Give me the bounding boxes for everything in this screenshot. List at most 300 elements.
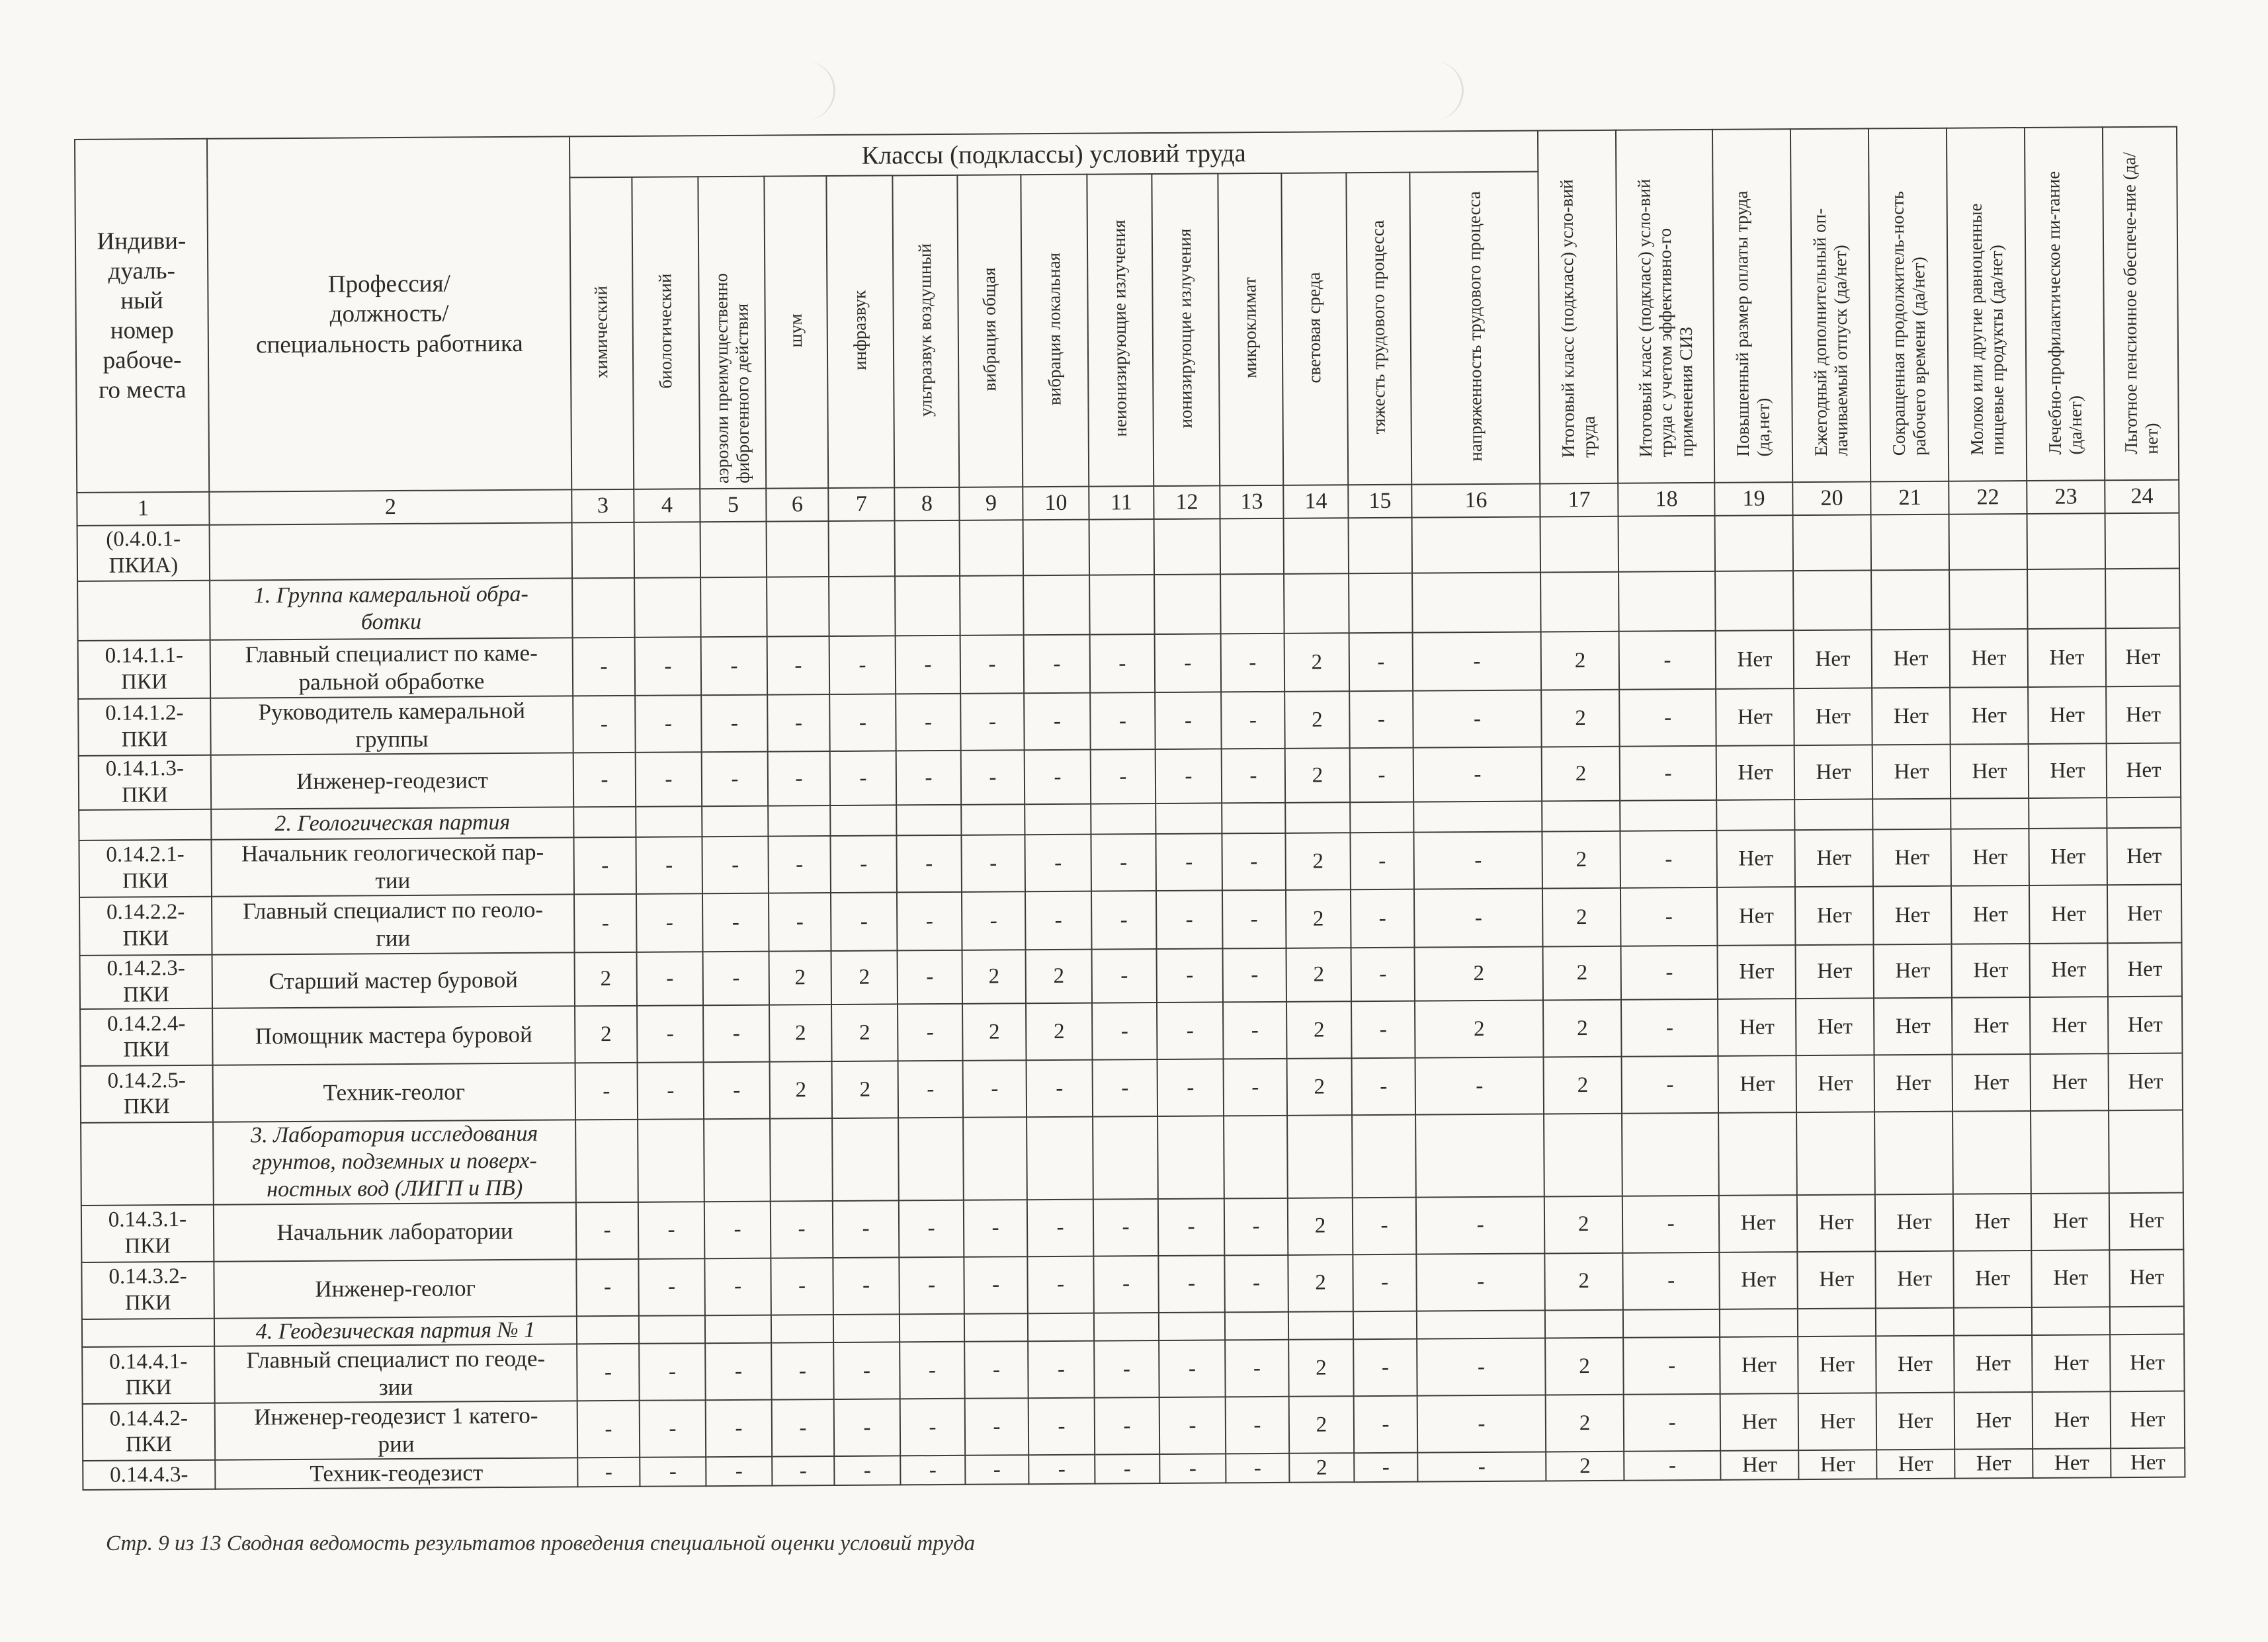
class-cell: Нет — [1875, 1251, 1954, 1308]
col-header-result-label: Повышенный размер оплаты труда (да,нет) — [1731, 190, 1774, 457]
class-cell: 2 — [575, 952, 637, 1006]
class-cell: - — [1416, 1196, 1545, 1254]
class-cell: Нет — [2029, 743, 2107, 798]
empty-cell — [767, 521, 829, 577]
class-cell: Нет — [1797, 1251, 1876, 1309]
col-header-factor-label: вибрация локальная — [1044, 252, 1065, 406]
col-header-result-label: Молоко или другие равноценные пищевые продукты (да/нет) — [1965, 202, 2008, 456]
class-cell: - — [1619, 689, 1716, 747]
empty-cell — [1871, 570, 1950, 630]
empty-cell — [1027, 1117, 1093, 1200]
empty-cell — [1798, 1308, 1876, 1337]
class-cell: Нет — [1719, 1195, 1798, 1252]
col-header-factor-label: напряженность трудового процесса — [1464, 191, 1486, 462]
class-cell: Нет — [1873, 886, 1952, 945]
empty-cell — [829, 576, 896, 636]
col-number: 3 — [571, 489, 634, 523]
class-cell: Нет — [2106, 686, 2181, 744]
class-cell: Нет — [1720, 1450, 1798, 1480]
empty-cell — [2027, 569, 2106, 629]
empty-cell — [1023, 575, 1090, 636]
class-cell: Нет — [1873, 829, 1952, 887]
class-cell: - — [834, 1456, 900, 1486]
col-header-result — [1712, 129, 1792, 483]
table-group-row — [81, 1110, 2183, 1206]
class-cell: - — [1413, 831, 1542, 889]
class-cell: Нет — [2033, 1449, 2111, 1479]
empty-cell — [1953, 1111, 2031, 1194]
empty-cell — [1284, 518, 1349, 574]
empty-cell — [1545, 1309, 1623, 1338]
class-cell: - — [1028, 1341, 1095, 1399]
class-cell: - — [1025, 835, 1091, 892]
class-cell: - — [1094, 1340, 1159, 1398]
class-cell: - — [833, 1200, 900, 1258]
class-cell: - — [1351, 889, 1415, 948]
class-cell: Нет — [2111, 1448, 2185, 1478]
class-cell: Нет — [2030, 997, 2109, 1054]
class-cell: - — [1221, 634, 1285, 692]
class-cell: - — [636, 837, 702, 894]
class-cell: - — [638, 1202, 705, 1259]
col-number: 22 — [1949, 481, 2027, 514]
group-title: 4. Геодезическая партия № 1 — [214, 1316, 577, 1346]
profession-name: Главный специалист по геоло- гии — [212, 894, 575, 954]
class-cell: Нет — [1872, 688, 1951, 745]
class-cell: - — [1225, 1340, 1289, 1397]
col-number: 4 — [634, 489, 700, 522]
empty-cell — [700, 577, 767, 637]
class-cell: - — [702, 893, 769, 952]
workplace-id — [81, 1122, 214, 1206]
class-cell: - — [771, 1342, 834, 1400]
class-cell: - — [1025, 891, 1092, 950]
workplace-id: 0.14.2.5- ПКИ — [81, 1065, 214, 1123]
empty-cell — [1413, 801, 1542, 832]
class-cell: - — [1092, 1003, 1157, 1060]
workplace-id: (0.4.0.1- ПКИА) — [77, 525, 210, 581]
empty-cell — [960, 520, 1024, 576]
class-cell: - — [1024, 693, 1091, 751]
class-cell: Нет — [1953, 1194, 2032, 1251]
class-cell: - — [1622, 1056, 1719, 1114]
class-cell: - — [833, 1257, 900, 1315]
col-number: 21 — [1870, 481, 1949, 515]
class-cell: Нет — [1716, 630, 1794, 689]
class-cell: - — [1157, 1003, 1224, 1060]
empty-cell — [1025, 804, 1091, 835]
profession-name: Помощник мастера буровой — [212, 1006, 575, 1065]
empty-cell — [1091, 803, 1155, 835]
empty-cell — [1415, 1114, 1544, 1198]
workplace-id: 0.14.1.3- ПКИ — [79, 755, 211, 810]
class-cell: Нет — [1950, 687, 2029, 745]
class-cell: Нет — [2031, 1250, 2110, 1307]
class-cell: - — [1354, 1453, 1417, 1483]
workplace-id: 0.14.4.1- ПКИ — [82, 1346, 215, 1404]
workplace-id: 0.14.2.2- ПКИ — [79, 897, 212, 956]
class-cell: - — [1224, 1198, 1288, 1255]
empty-cell — [1949, 514, 2028, 570]
class-cell: - — [1351, 948, 1415, 1002]
class-cell: - — [1417, 1338, 1546, 1396]
col-number: 11 — [1089, 486, 1154, 520]
class-cell: Нет — [1796, 999, 1874, 1056]
empty-cell — [1352, 1115, 1416, 1198]
empty-cell — [829, 520, 896, 577]
class-cell: 2 — [1288, 1254, 1353, 1312]
class-cell: - — [1029, 1455, 1095, 1485]
class-cell: - — [575, 1063, 638, 1120]
col-header-factor-label: неионизирующие излучения — [1109, 220, 1131, 438]
profession-name: Инженер-геодезист — [211, 753, 573, 809]
class-cell: 2 — [769, 1005, 832, 1062]
empty-cell — [768, 805, 830, 837]
empty-cell — [1620, 800, 1716, 831]
class-cell: - — [767, 694, 830, 752]
col-header-factor-label: химический — [591, 285, 612, 378]
class-cell: 2 — [1544, 1196, 1623, 1253]
class-cell: - — [1029, 1398, 1095, 1456]
class-cell: - — [1223, 1002, 1287, 1059]
class-cell: - — [704, 1062, 771, 1120]
class-cell: - — [1155, 749, 1222, 803]
empty-cell — [1949, 569, 2028, 630]
col-number: 12 — [1154, 485, 1220, 519]
class-cell: 2 — [1546, 1395, 1624, 1452]
class-cell: - — [1620, 746, 1716, 801]
workplace-id: 0.14.1.1- ПКИ — [78, 640, 211, 699]
col-header-workplace-id: Индиви- дуаль- ный номер рабоче- го места — [75, 139, 209, 493]
class-cell: Нет — [1954, 1335, 2033, 1393]
class-cell: Нет — [1796, 1055, 1875, 1113]
class-cell: Нет — [1872, 745, 1951, 800]
class-cell: Нет — [1874, 1055, 1953, 1112]
profession-name: Руководитель камеральной группы — [210, 696, 573, 755]
class-cell: Нет — [2106, 628, 2181, 687]
empty-cell — [705, 1315, 771, 1343]
class-cell: Нет — [1718, 945, 1796, 999]
col-header-factor — [764, 176, 828, 489]
class-cell: - — [960, 693, 1025, 751]
punch-hole-left — [774, 61, 835, 120]
col-number: 6 — [766, 488, 828, 522]
empty-cell — [961, 804, 1025, 835]
empty-cell — [964, 1313, 1028, 1342]
empty-cell — [895, 576, 960, 636]
class-cell: 2 — [1543, 946, 1621, 1001]
class-cell: - — [830, 835, 897, 893]
class-cell: - — [573, 696, 636, 753]
class-cell: Нет — [2108, 997, 2183, 1054]
class-cell: - — [897, 892, 962, 951]
class-cell: - — [704, 1201, 771, 1258]
class-cell: - — [1095, 1454, 1159, 1484]
punch-hole-right — [1402, 61, 1464, 120]
class-cell: 2 — [1545, 1338, 1624, 1395]
class-cell: Нет — [1717, 830, 1796, 887]
class-cell: - — [898, 1004, 963, 1061]
class-cell: - — [1621, 946, 1718, 1000]
col-header-factor — [957, 175, 1023, 487]
class-cell: Нет — [1794, 745, 1872, 800]
empty-cell — [1028, 1313, 1094, 1341]
empty-cell — [1353, 1311, 1417, 1339]
class-cell: - — [1620, 887, 1718, 946]
profession-name: Главный специалист по геоде- зии — [214, 1344, 577, 1403]
class-cell: - — [635, 637, 702, 696]
profession-name: Начальник геологической пар- тии — [211, 837, 574, 896]
class-cell: - — [635, 695, 702, 753]
class-cell: 2 — [1542, 831, 1621, 889]
class-cell: - — [706, 1457, 772, 1487]
empty-cell — [1715, 515, 1794, 571]
class-cell: - — [636, 893, 703, 952]
empty-cell — [1023, 520, 1090, 576]
col-header-factor — [1021, 175, 1089, 487]
class-cell: - — [1624, 1451, 1720, 1481]
class-cell: - — [961, 835, 1025, 892]
empty-cell — [832, 1118, 899, 1201]
class-cell: 2 — [1287, 1058, 1353, 1116]
class-cell: - — [1415, 1057, 1544, 1115]
class-cell: Нет — [1798, 1450, 1876, 1480]
col-header-result — [2103, 127, 2179, 481]
empty-cell — [1155, 803, 1222, 834]
class-cell: 2 — [1544, 1057, 1622, 1114]
class-cell: - — [1350, 748, 1413, 803]
class-cell: - — [1221, 692, 1285, 749]
class-cell: - — [1352, 1058, 1416, 1116]
col-number: 8 — [894, 487, 959, 521]
empty-cell — [767, 577, 829, 637]
class-cell: - — [1350, 833, 1414, 890]
class-cell: Нет — [2111, 1391, 2185, 1449]
class-cell: - — [829, 636, 896, 694]
empty-cell — [830, 805, 896, 836]
workplace-id: 0.14.2.4- ПКИ — [80, 1008, 213, 1066]
empty-cell — [960, 575, 1024, 636]
empty-cell — [1349, 573, 1413, 634]
empty-cell — [1872, 799, 1951, 830]
col-header-factor-label: биологический — [655, 273, 676, 390]
class-cell: - — [1027, 1060, 1093, 1118]
class-cell: Нет — [1954, 1449, 2033, 1479]
class-cell: Нет — [2028, 628, 2107, 687]
class-cell: Нет — [1718, 1055, 1797, 1113]
class-cell: Нет — [2030, 943, 2108, 997]
empty-cell — [700, 522, 767, 578]
profession-name: Инженер-геодезист 1 катего- рии — [215, 1401, 578, 1460]
class-cell: - — [1414, 888, 1543, 947]
col-header-result-label: Ежегодный дополнительный оп-лачиваемый отпуск (да/нет) — [1809, 208, 1852, 456]
class-cell: - — [636, 752, 702, 807]
class-cell: 2 — [1284, 633, 1350, 692]
class-cell: - — [573, 637, 636, 696]
col-number: 15 — [1348, 485, 1411, 518]
class-cell: - — [705, 1343, 772, 1401]
class-cell: Нет — [2107, 743, 2181, 798]
class-cell: - — [1354, 1396, 1418, 1454]
empty-cell — [2110, 1306, 2184, 1334]
workplace-id: 0.14.4.2- ПКИ — [83, 1403, 216, 1461]
empty-cell — [634, 577, 701, 637]
class-cell: Нет — [1953, 1251, 2032, 1308]
class-cell: - — [896, 636, 961, 694]
class-cell: - — [962, 891, 1026, 950]
class-cell: Нет — [1720, 1336, 1798, 1394]
empty-cell — [1287, 1115, 1353, 1198]
class-cell: - — [1091, 749, 1155, 804]
col-header-factor-label: ультразвук воздушный — [915, 243, 937, 417]
col-header-factor — [1346, 173, 1411, 485]
class-cell: Нет — [1875, 1194, 1954, 1251]
empty-cell — [2032, 1307, 2110, 1336]
empty-cell — [895, 520, 960, 577]
class-cell: - — [640, 1457, 706, 1487]
col-header-factor — [826, 175, 894, 488]
class-cell: - — [639, 1344, 706, 1401]
empty-cell — [1542, 801, 1620, 832]
class-cell: - — [1416, 1253, 1545, 1311]
class-cell: 2 — [831, 950, 898, 1005]
empty-cell — [1417, 1310, 1545, 1339]
class-cell: - — [573, 753, 636, 807]
class-cell: Нет — [1795, 886, 1874, 945]
class-cell: - — [574, 894, 637, 953]
class-cell: - — [833, 1342, 900, 1400]
page-footer: Стр. 9 из 13 Сводная ведомость результатов проведения специальной оценки условий труда — [106, 1532, 976, 1555]
class-cell: - — [896, 835, 962, 893]
col-header-work-condition-classes: Классы (подклассы) условий труда — [569, 130, 1538, 177]
class-cell: - — [1622, 1252, 1720, 1309]
class-cell: 2 — [832, 1061, 899, 1119]
class-cell: 2 — [1415, 946, 1544, 1001]
workplace-id: 0.14.2.1- ПКИ — [79, 840, 212, 897]
class-cell: - — [1158, 1198, 1225, 1256]
empty-cell — [2031, 1110, 2109, 1193]
col-header-factor-label: инфразвук — [849, 290, 870, 370]
class-cell: - — [831, 892, 898, 951]
col-header-factor — [632, 177, 700, 489]
profession-name: Старший мастер буровой — [212, 952, 575, 1008]
empty-cell — [771, 1315, 833, 1343]
class-cell: - — [701, 695, 768, 753]
class-cell: 2 — [1544, 1252, 1623, 1310]
class-cell: - — [899, 1256, 964, 1314]
class-cell: - — [1092, 949, 1157, 1003]
class-cell: Нет — [1951, 744, 2029, 799]
empty-cell — [1285, 802, 1350, 833]
class-cell: - — [573, 837, 636, 895]
empty-cell — [1793, 570, 1872, 630]
class-cell: Нет — [1874, 944, 1952, 999]
class-cell: Нет — [2033, 1392, 2111, 1450]
class-cell: Нет — [2109, 1249, 2184, 1307]
empty-cell — [2107, 798, 2181, 829]
sout-summary-table — [74, 126, 2186, 1491]
class-cell: Нет — [1796, 944, 1874, 999]
empty-cell — [1876, 1307, 1954, 1336]
col-header-result-label: Лечебно-профилактическое пи-тание (да/нет) — [2043, 171, 2086, 455]
empty-cell — [702, 806, 768, 837]
class-cell: 2 — [1542, 888, 1621, 947]
class-cell: 2 — [962, 950, 1026, 1004]
empty-cell — [1716, 800, 1794, 831]
class-cell: - — [900, 1342, 965, 1399]
col-header-factor — [698, 177, 766, 489]
class-cell: - — [1159, 1454, 1226, 1484]
class-cell: - — [1159, 1340, 1226, 1398]
empty-cell — [638, 1119, 704, 1202]
class-cell: - — [771, 1201, 833, 1258]
class-cell: - — [1623, 1337, 1720, 1395]
class-cell: Нет — [2107, 885, 2182, 944]
empty-cell — [636, 806, 702, 837]
empty-cell — [573, 807, 636, 838]
empty-cell — [1618, 571, 1716, 632]
col-number: 13 — [1220, 485, 1283, 519]
empty-cell — [1157, 1116, 1224, 1199]
empty-cell — [634, 522, 701, 578]
class-cell: - — [1091, 834, 1156, 891]
workplace-id: 0.14.3.1- ПКИ — [81, 1204, 214, 1262]
class-cell: - — [702, 752, 768, 807]
col-header-result-label: Итоговый класс (подкласс) усло-вий труда — [1556, 179, 1599, 458]
empty-cell — [1288, 1311, 1353, 1340]
class-cell: Нет — [2110, 1334, 2185, 1392]
class-cell: - — [577, 1457, 640, 1487]
col-header-factor — [1409, 171, 1540, 484]
class-cell: 2 — [1284, 691, 1350, 749]
col-number: 17 — [1540, 483, 1618, 517]
profession-name: Техник-геолог — [213, 1063, 576, 1122]
class-cell: Нет — [1950, 629, 2029, 688]
class-cell: Нет — [1716, 745, 1794, 800]
col-header-result — [1616, 130, 1714, 483]
class-cell: - — [1090, 634, 1155, 693]
class-cell: - — [1158, 1255, 1225, 1313]
class-cell: 2 — [1286, 889, 1351, 948]
class-cell: - — [1224, 1059, 1288, 1116]
col-header-factor-label: вибрация общая — [979, 267, 1000, 391]
class-cell: 2 — [1289, 1454, 1354, 1483]
empty-cell — [572, 578, 635, 638]
empty-cell — [1159, 1312, 1225, 1340]
empty-cell — [1794, 799, 1872, 830]
class-cell: - — [1417, 1452, 1546, 1482]
workplace-id — [77, 581, 210, 641]
class-cell: - — [577, 1344, 640, 1401]
empty-cell — [2105, 513, 2180, 569]
class-cell: Нет — [2107, 828, 2182, 885]
class-cell: 2 — [1542, 747, 1620, 801]
workplace-id: 0.14.3.2- ПКИ — [81, 1261, 214, 1319]
workplace-id — [82, 1318, 214, 1347]
class-cell: Нет — [1720, 1393, 1799, 1451]
class-cell: - — [767, 636, 830, 695]
class-cell: - — [1095, 1397, 1160, 1455]
class-cell: - — [964, 1342, 1029, 1399]
class-cell: Нет — [1951, 829, 2030, 886]
col-header-result — [1538, 130, 1618, 484]
col-number: 5 — [700, 489, 766, 522]
class-cell: 2 — [1285, 748, 1350, 803]
class-cell: 2 — [1289, 1397, 1355, 1454]
empty-cell — [577, 1315, 639, 1344]
class-cell: - — [772, 1399, 835, 1457]
workplace-id — [79, 809, 211, 841]
